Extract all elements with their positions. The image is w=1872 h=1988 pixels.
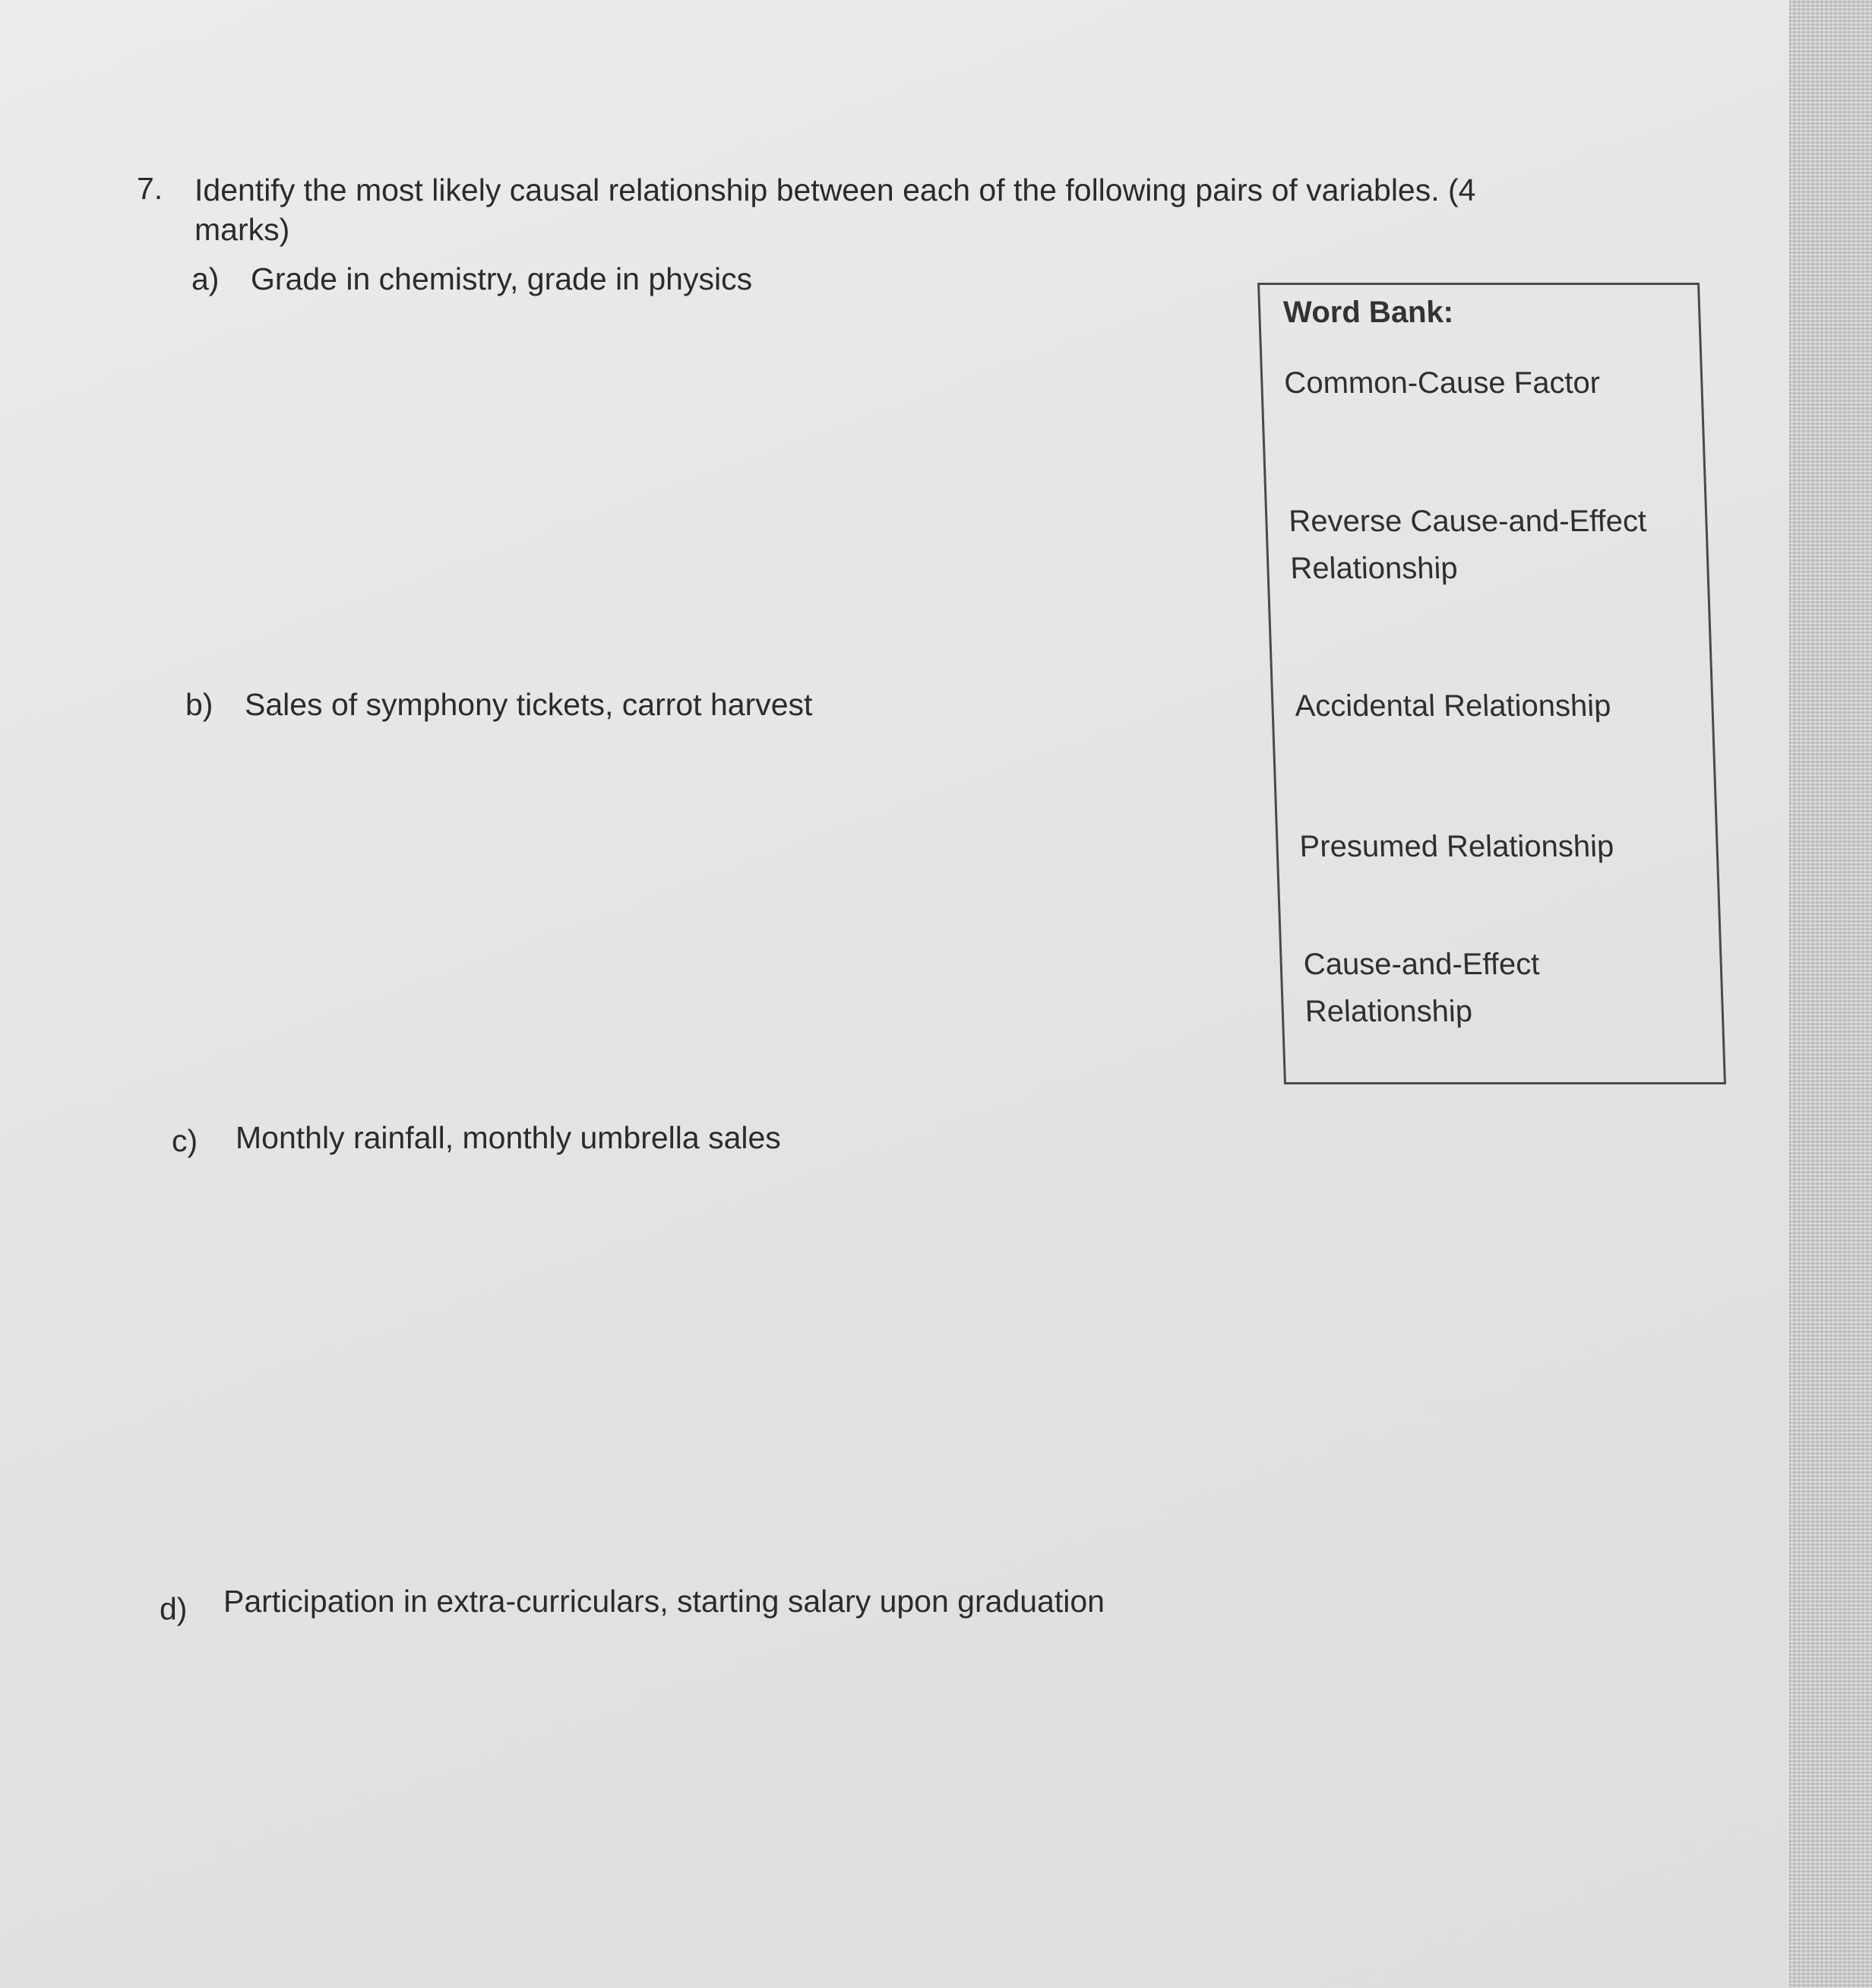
- word-bank-title: Word Bank:: [1282, 296, 1454, 329]
- part-a-text: Grade in chemistry, grade in physics: [251, 261, 753, 296]
- word-bank-item-cause-and-effect: Cause-and-Effect Relationship: [1303, 948, 1541, 1028]
- word-bank-item-accidental: Accidental Relationship: [1294, 689, 1612, 723]
- word-bank-item-presumed: Presumed Relationship: [1298, 830, 1614, 863]
- part-b-label: b): [185, 687, 213, 722]
- question-number: 7.: [137, 171, 163, 206]
- part-c-text: Monthly rainfall, monthly umbrella sales: [236, 1120, 781, 1155]
- question-prompt: Identify the most likely causal relationship between each of the following pairs of variables. (4 marks): [194, 173, 1476, 247]
- part-a-label: a): [191, 261, 220, 296]
- word-bank-box: [1257, 283, 1726, 1084]
- part-c-label: c): [172, 1123, 198, 1158]
- word-bank-item-reverse-cause: Reverse Cause-and-Effect Relationship: [1288, 505, 1647, 585]
- part-b-text: Sales of symphony tickets, carrot harvest: [245, 687, 813, 722]
- part-d-text: Participation in extra-curriculars, starting salary upon graduation: [223, 1584, 1105, 1619]
- table-surface: [1789, 0, 1872, 1988]
- word-bank-item-common-cause: Common-Cause Factor: [1283, 366, 1601, 400]
- part-d-label: d): [160, 1591, 188, 1626]
